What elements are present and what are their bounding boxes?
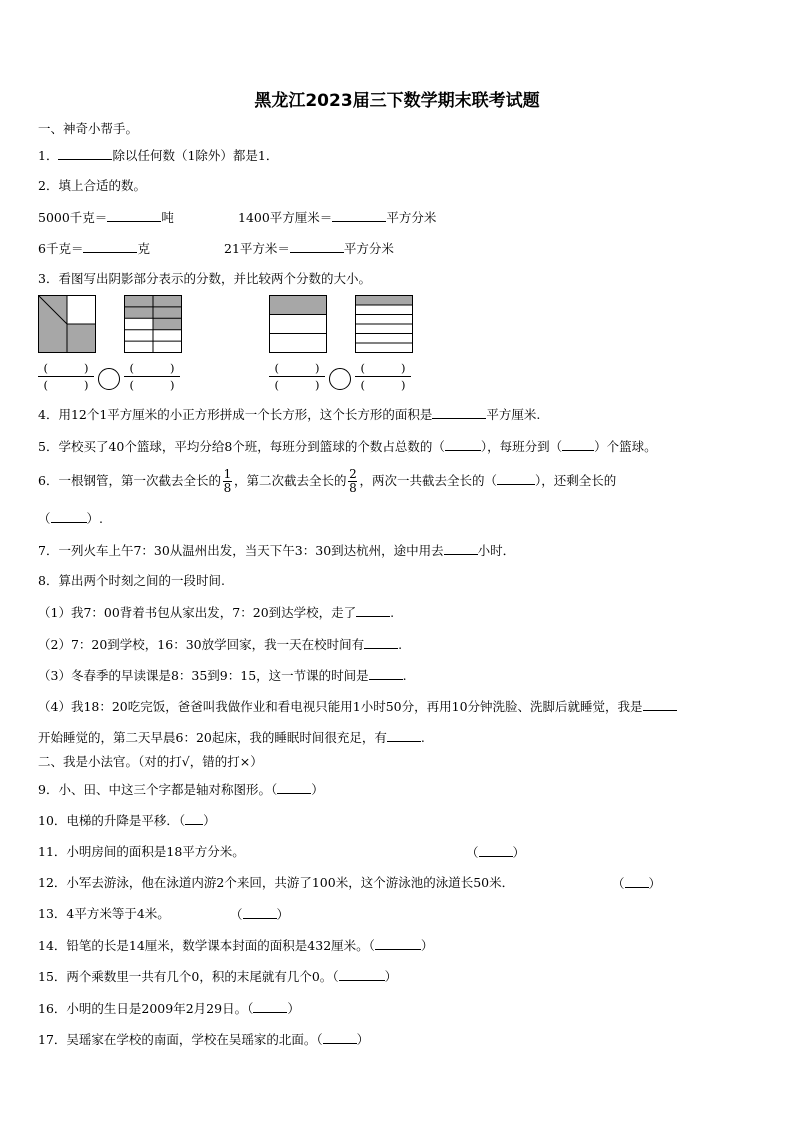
q5-tail: ）个篮球。: [594, 439, 657, 454]
answer-blank[interactable]: [364, 635, 398, 649]
paren-right: ）: [287, 1001, 300, 1016]
answer-blank[interactable]: [253, 999, 287, 1013]
question-16: [38, 999, 300, 1018]
question-13: [38, 905, 170, 923]
q7-tail: 小时．: [477, 543, 516, 558]
compare-circle-2[interactable]: [329, 368, 351, 390]
q8-s3-text: （3）冬春季的早读课是8：35到9：15，这一节课的时间是: [38, 668, 369, 683]
question-12: [38, 874, 514, 892]
q8-s4-text: （4）我18：20吃完饭，爸爸叫我做作业和看电视只能用1小时50分，再用10分钟洗脸、洗脚后就睡觉，我是: [38, 699, 643, 714]
paren-right: ）: [384, 969, 398, 984]
question-10: [38, 811, 216, 830]
fraction-answer-2[interactable]: [124, 361, 180, 392]
paren-right: ）: [311, 782, 324, 797]
q17-text: 17．吴瑶家在学校的南面，学校在吴瑶家的北面。（: [38, 1032, 323, 1047]
question-7: [38, 541, 515, 560]
q1-text: 除以任何数（1除外）都是1．: [112, 148, 279, 163]
frac-denominator: 8: [349, 481, 357, 495]
paren-left: （: [466, 845, 479, 860]
q13-text: 13．4平方米等于4米。: [38, 906, 170, 921]
answer-blank[interactable]: [625, 874, 649, 888]
question-8: 8．算出两个时刻之间的一段时间.: [38, 573, 225, 588]
q2-d-unit: 平方分米: [343, 241, 394, 256]
paren-left: （: [612, 876, 625, 891]
frac-numerator: 2: [349, 467, 357, 481]
q9-text: 9．小、田、中这三个字都是轴对称图形。（: [38, 782, 278, 797]
fraction-figure-3: [269, 295, 327, 353]
fraction-answer-1[interactable]: [38, 361, 94, 392]
q10-text: 10．电梯的升降是平移．（: [38, 813, 186, 828]
q2-a-unit: 吨: [161, 210, 174, 225]
paren-right: ): [315, 361, 320, 375]
frac-denominator: 8: [223, 481, 232, 495]
q8-s2-text: （2）7：20到学校，16：30放学回家，我一天在校时间有: [38, 637, 365, 652]
paren-right: ): [84, 361, 89, 375]
answer-blank[interactable]: [369, 666, 403, 680]
paren-left: (: [274, 378, 279, 392]
answer-blank[interactable]: [277, 780, 311, 794]
fraction-1-8: [223, 468, 232, 495]
period: .: [402, 668, 407, 683]
paren-left: (: [274, 361, 279, 375]
answer-blank[interactable]: [332, 208, 386, 222]
paren-right: ）: [420, 938, 434, 953]
fraction-figure-2: [124, 295, 182, 353]
question-17: [38, 1030, 369, 1049]
fraction-figure-4: [355, 295, 413, 353]
answer-blank[interactable]: [356, 603, 390, 617]
paren-right: ）: [648, 876, 662, 891]
q2-item-c: [38, 239, 150, 258]
question-3: 3．看图写出阴影部分表示的分数，并比较两个分数的大小。: [38, 271, 371, 286]
paren-left: (: [129, 361, 134, 375]
q7-text: 7．一列火车上午7：30从温州出发，当天下午3：30到达杭州，途中用去: [38, 543, 444, 558]
q13-answer: [230, 905, 289, 924]
q2-item-b: [238, 208, 436, 227]
q11-text: 11．小明房间的面积是18平方分米。: [38, 844, 245, 859]
q2-d-text: 21平方米＝: [224, 241, 290, 256]
question-5: [38, 437, 657, 456]
paren-right: ）: [276, 907, 290, 922]
q8-sub-4-line-2: [38, 728, 425, 747]
answer-blank[interactable]: [375, 936, 421, 950]
question-15: [38, 967, 397, 986]
q8-sub-2: [38, 635, 402, 654]
paren-right: ): [401, 361, 406, 375]
period: .: [390, 605, 395, 620]
q2-c-text: 6千克＝: [38, 241, 84, 256]
section-2-heading: 二、我是小法官。（对的打√，错的打×）: [38, 754, 263, 769]
paren-left: (: [43, 361, 48, 375]
question-11: [38, 843, 245, 861]
answer-blank[interactable]: [643, 697, 677, 711]
q5-mid: ），每班分到（: [480, 439, 563, 454]
q14-text: 14．铅笔的长是14厘米，数学课本封面的面积是432厘米。（: [38, 938, 375, 953]
question-2: 2．填上合适的数。: [38, 178, 146, 193]
paren-left: (: [360, 378, 365, 392]
paren-right: ): [170, 378, 175, 392]
q12-text: 12．小军去游泳，他在泳道内游2个来回，共游了100米，这个游泳池的泳道长50米．: [38, 875, 515, 890]
paren-left: （: [230, 907, 243, 922]
q6-text-d: ），还剩全长的: [535, 473, 617, 488]
page-title: 黑龙江2023届三下数学期末联考试题: [254, 91, 540, 111]
q1-number: 1．: [38, 148, 59, 163]
paren-right: ）: [203, 813, 216, 828]
paren-right: ): [401, 378, 406, 392]
q6-text-a: 6．一根钢管，第一次截去全长的: [38, 473, 221, 488]
q8-s4b-text: 开始睡觉的，第二天早晨6：20起床，我的睡眠时间很充足，有: [38, 730, 387, 745]
q6-text-e: （: [38, 511, 51, 526]
q8-sub-3: [38, 666, 407, 685]
q12-answer: [612, 874, 661, 893]
q16-text: 16．小明的生日是2009年2月29日。（: [38, 1001, 254, 1016]
period: .: [420, 730, 425, 745]
question-4: [38, 405, 540, 424]
fraction-answer-4[interactable]: [355, 361, 411, 392]
answer-blank[interactable]: [243, 905, 277, 919]
answer-blank[interactable]: [107, 208, 161, 222]
paren-left: (: [360, 361, 365, 375]
answer-blank[interactable]: [51, 509, 87, 523]
question-6-line-2: [38, 509, 103, 528]
q8-s1-text: （1）我7：00背着书包从家出发，7：20到达学校，走了: [38, 605, 357, 620]
frac-numerator: 1: [223, 467, 232, 481]
q11-answer: [466, 843, 525, 862]
question-9: [38, 780, 324, 799]
paren-right: ): [315, 378, 320, 392]
compare-circle-1[interactable]: [98, 368, 120, 390]
q2-b-text: 1400平方厘米＝: [238, 210, 333, 225]
paren-right: ): [84, 378, 89, 392]
paren-left: (: [129, 378, 134, 392]
fraction-2-8: [348, 468, 357, 495]
answer-blank[interactable]: [387, 728, 421, 742]
answer-blank[interactable]: [58, 146, 112, 160]
q8-sub-4: [38, 697, 677, 716]
q6-text-b: ，第二次截去全长的: [233, 473, 347, 488]
q5-text: 5．学校买了40个篮球，平均分给8个班，每班分到篮球的个数占总数的（: [38, 439, 445, 454]
paren-left: (: [43, 378, 48, 392]
q2-item-a: [38, 208, 174, 227]
q2-b-unit: 平方分米: [386, 210, 437, 225]
paren-right: ）: [512, 845, 526, 860]
paren-right: ): [170, 361, 175, 375]
answer-blank[interactable]: [432, 405, 486, 419]
answer-blank[interactable]: [339, 967, 385, 981]
q6-text-c: ，两次一共截去全长的（: [359, 473, 497, 488]
question-14: [38, 936, 433, 955]
answer-blank[interactable]: [445, 437, 481, 451]
q4-tail: 平方厘米.: [486, 407, 541, 422]
answer-blank[interactable]: [444, 541, 478, 555]
answer-blank[interactable]: [497, 471, 535, 485]
q2-a-text: 5000千克＝: [38, 210, 108, 225]
answer-blank[interactable]: [323, 1030, 357, 1044]
period: .: [398, 637, 403, 652]
q4-text: 4．用12个1平方厘米的小正方形拼成一个长方形，这个长方形的面积是: [38, 407, 433, 422]
q2-c-unit: 克: [137, 241, 150, 256]
q15-text: 15．两个乘数里一共有几个0，积的末尾就有几个0。（: [38, 969, 339, 984]
paren-right: ）: [356, 1032, 370, 1047]
answer-blank[interactable]: [562, 437, 594, 451]
fraction-figure-1: [38, 295, 96, 353]
q2-item-d: [224, 239, 394, 258]
q6-text-f: ）.: [86, 511, 103, 526]
fraction-answer-3[interactable]: [269, 361, 325, 392]
question-6: [38, 463, 616, 499]
section-1-heading: 一、神奇小帮手。: [38, 121, 139, 136]
answer-blank[interactable]: [185, 811, 203, 825]
answer-blank[interactable]: [479, 843, 513, 857]
question-1: [38, 146, 278, 165]
q8-sub-1: [38, 603, 394, 622]
answer-blank[interactable]: [83, 239, 137, 253]
answer-blank[interactable]: [290, 239, 344, 253]
